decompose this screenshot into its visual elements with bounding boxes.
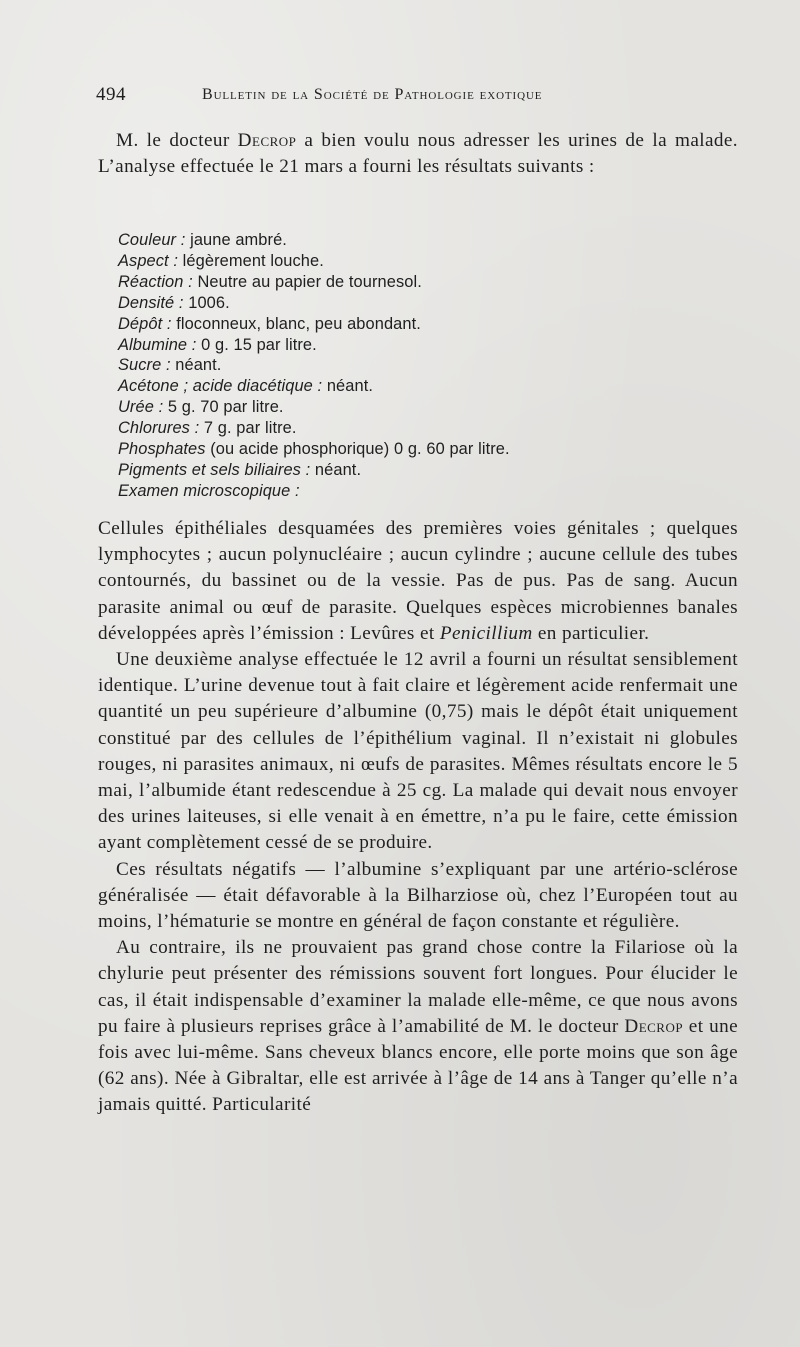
result-item xyxy=(118,251,678,272)
result-item xyxy=(118,314,678,335)
result-item xyxy=(118,460,678,481)
result-value: 1006. xyxy=(183,293,230,312)
result-item xyxy=(118,418,678,439)
body-text-block xyxy=(98,516,738,1119)
intro-paragraph-block xyxy=(98,128,738,180)
result-item xyxy=(118,293,678,314)
filariosis-text-part1: Au contraire, ils ne prouvaient pas grand chose contre la Filariose où la chylurie peut présenter des rémissions souvent fort longues. Pour élucider le cas, il était indispensable d’examiner la malade elle-même, ce que nous avons pu faire à plusieurs reprises grâce à l’amabilité de M. le docteur xyxy=(98,937,738,1037)
negative-results-paragraph: Ces résultats négatifs — l’albumine s’expliquant par une artério-sclérose généralisée — était défavorable à la Bilharziose où, chez l’Européen tout au moins, l’hématurie se montre en général de façon constante et régulière. xyxy=(98,858,738,933)
result-value: néant. xyxy=(170,356,222,375)
result-label: Couleur : xyxy=(118,231,186,249)
result-value: 0 g. 15 par litre. xyxy=(196,335,317,354)
microscopy-text-part1: Cellules épithéliales desquamées des premières voies génitales ; quelques lymphocytes ; aucun polynucléaire ; aucun cylindre ; aucune cellule des tubes contournés, du bassinet ou de la vessie. Pas de pus. Pas de sang. Aucun parasite animal ou œuf de parasite. Quelques espèces microbiennes banales développées après l’émission : Levûres et xyxy=(98,518,738,644)
doctor-name-second: Decrop xyxy=(624,1015,684,1037)
second-analysis-paragraph: Une deuxième analyse effectuée le 12 avril a fourni un résultat sensiblement identique. L’urine devenue tout à fait claire et légèrement acide renfermait une quantité un peu supérieure d’albumine (0,75) mais le dépôt était uniquement constitué par des cellules de l’épithélium vaginal. Il n’existait ni globules rouges, ni parasites animaux, ni œufs de parasites. Mêmes résultats encore le 5 mai, l’albumide étant redescendue à 25 cg. La malade qui devait nous envoyer des urines laiteuses, si elle venait à en émettre, n’a pu le faire, cette émission ayant complètement cessé de se produire. xyxy=(98,649,738,854)
result-item xyxy=(118,439,678,460)
penicillium-term: Penicillium xyxy=(439,622,533,644)
result-label: Acétone ; acide diacétique : xyxy=(118,377,323,396)
intro-paragraph xyxy=(98,128,738,180)
result-value: légèrement louche. xyxy=(178,251,324,270)
filariosis-paragraph xyxy=(98,935,738,1118)
result-label: Chlorures : xyxy=(118,419,200,438)
result-value: 7 g. par litre. xyxy=(199,419,297,438)
intro-text-part1: M. le docteur xyxy=(116,130,238,151)
result-label: Pigments et sels biliaires : xyxy=(118,460,311,479)
result-item xyxy=(118,335,678,356)
filariosis-text-part2: et une fois avec lui-même. Sans cheveux blancs encore, elle porte moins que son âge (62 ans). Née à Gibraltar, elle est arrivée à l’âge de 14 ans à Tanger qu’elle n’a jamais quitté. Particularité xyxy=(98,1015,738,1116)
result-label: Phosphates xyxy=(118,440,206,459)
result-label: Dépôt : xyxy=(118,314,172,333)
result-item xyxy=(118,355,678,376)
result-label: Albumine : xyxy=(118,335,197,354)
intro-text-part2: a bien voulu nous adresser les urines de la malade. L’analyse effectuée le 21 mars a fourni les résultats suivants : xyxy=(98,130,738,178)
microscopy-paragraph xyxy=(98,516,738,647)
result-value: 5 g. 70 par litre. xyxy=(163,398,284,417)
result-item xyxy=(118,230,678,251)
result-value: néant. xyxy=(322,377,374,396)
result-item xyxy=(118,397,678,418)
page-header xyxy=(96,84,656,110)
result-value: jaune ambré. xyxy=(185,231,287,249)
result-value: (ou acide phosphorique) 0 g. 60 par litre. xyxy=(205,440,510,459)
result-label: Sucre : xyxy=(118,356,171,375)
result-label: Aspect : xyxy=(118,251,179,270)
result-value: néant. xyxy=(310,460,362,479)
result-label: Urée : xyxy=(118,398,164,417)
result-item xyxy=(118,376,678,397)
result-label: Examen microscopique : xyxy=(118,481,300,500)
running-title: Bulletin de la Société de Pathologie exotique xyxy=(202,86,543,103)
result-item xyxy=(118,272,678,293)
doctor-name: Decrop xyxy=(237,130,297,151)
result-label: Densité : xyxy=(118,293,184,312)
result-label: Réaction : xyxy=(118,272,193,291)
microscopy-text-part2: en particulier. xyxy=(532,622,650,644)
urine-analysis-results xyxy=(118,230,678,502)
result-value: Neutre au papier de tournesol. xyxy=(192,272,422,291)
result-item xyxy=(118,481,678,502)
page-number: 494 xyxy=(96,84,126,105)
result-value: floconneux, blanc, peu abondant. xyxy=(171,314,421,333)
